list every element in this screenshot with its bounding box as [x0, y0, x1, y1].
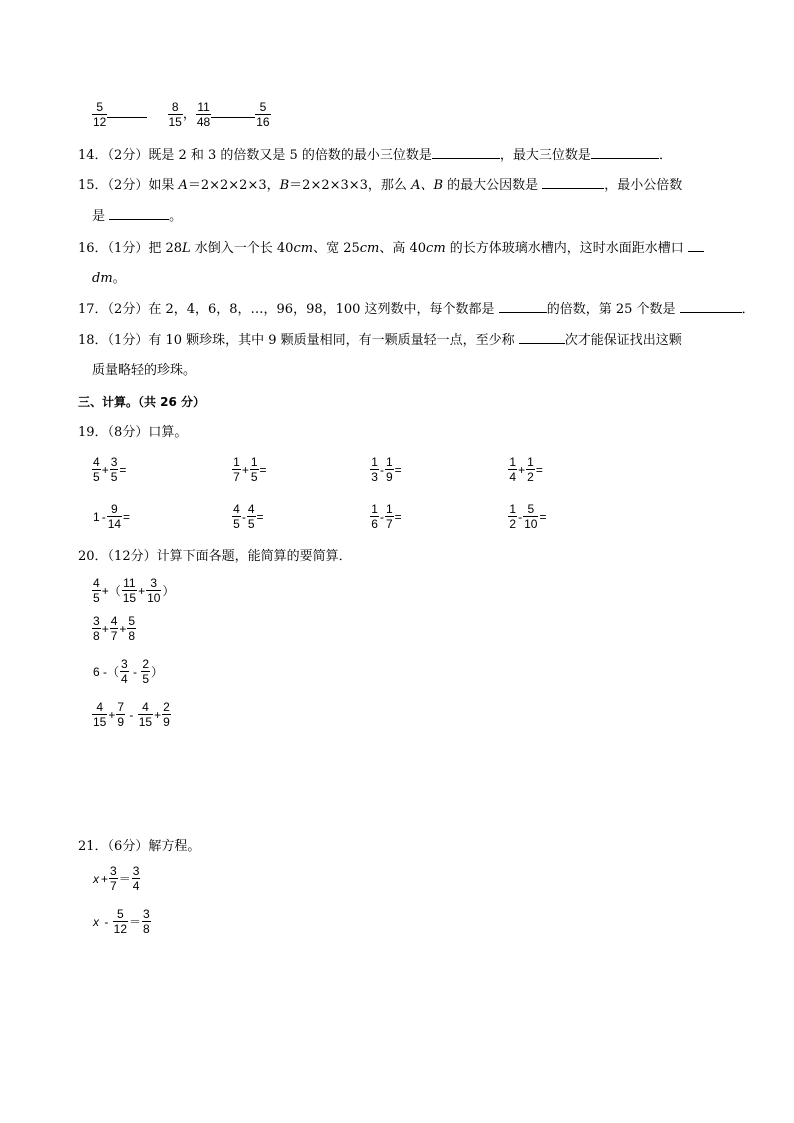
oral-calc-row-1 — [92, 455, 588, 484]
question-17: 17．（2分）在 2，4，6，8，…，96，98，100 这列数中，每个数都是 的倍数，第 25 个数是 ． — [78, 302, 755, 317]
oral-item: $\frac{4}{5}$ - $\frac{4}{5}$ = — [233, 502, 264, 531]
answer-blank[interactable] — [432, 146, 500, 159]
equation-2: x - $\frac{5}{12}$ ＝ $\frac{3}{8}$ — [93, 907, 150, 936]
oral-item: $\frac{1}{3}$ - $\frac{1}{9}$ = — [371, 455, 402, 484]
oral-item: 1 - $\frac{9}{14}$ = — [93, 502, 131, 531]
question-18-cont: 质量略轻的珍珠。 — [92, 363, 197, 378]
answer-blank[interactable] — [680, 300, 742, 313]
question-14: 14．（2分）既是 2 和 3 的倍数又是 5 的倍数的最小三位数是 ，最大三位数是 ． — [78, 148, 672, 163]
expression-2: $\frac{3}{8}$ + $\frac{4}{7}$ + $\frac{5}{8}$ — [93, 614, 136, 643]
answer-blank[interactable] — [211, 105, 255, 118]
oral-item: $\frac{4}{5}$ + $\frac{3}{5}$ = — [93, 455, 127, 484]
question-16: 16．（1分）把 28L 水倒入一个长 40cm、宽 25cm、高 40cm 的长方体玻璃水槽内，这时水面距水槽口 — [78, 239, 704, 258]
question-18: 18．（1分）有 10 颗珍珠，其中 9 颗质量相同，有一颗质量轻一点，至少称 次才能保证找出这颗 — [78, 333, 682, 348]
oral-item: $\frac{1}{7}$ + $\frac{1}{5}$ = — [233, 455, 267, 484]
answer-blank[interactable] — [499, 300, 547, 313]
oral-item: $\frac{1}{2}$ - $\frac{5}{10}$ = — [509, 502, 547, 531]
answer-blank[interactable] — [109, 207, 169, 220]
answer-blank[interactable] — [542, 176, 604, 189]
expression-4: $\frac{4}{15}$ + $\frac{7}{9}$ - $\frac{4}{15}$ + $\frac{2}{9}$ — [93, 700, 170, 729]
question-16-cont: dm。 — [92, 271, 126, 286]
question-21-title: 21．（6分）解方程。 — [78, 839, 201, 854]
q13-fraction-line: $\frac{5}{12}$ $\frac{8}{15}$ ， $\frac{11}{48}$ $\frac{5}{16}$ — [93, 100, 270, 129]
equation-1: x + $\frac{3}{7}$ ＝ $\frac{3}{4}$ — [93, 864, 140, 893]
answer-blank[interactable] — [591, 146, 659, 159]
answer-blank[interactable] — [107, 105, 147, 118]
section-heading: 三、计算。（共 26 分） — [78, 395, 206, 409]
question-15-cont: 是 。 — [92, 209, 183, 224]
question-15: 15．（2分）如果 A＝2×2×2×3，B＝2×2×3×3，那么 A、B 的最大公因数是 ，最小公倍数 — [78, 178, 683, 193]
expression-3: 6 -（ $\frac{3}{4}$ - $\frac{2}{5}$ ） — [93, 657, 164, 686]
question-20-title: 20．（12分）计算下面各题，能简算的要简算． — [78, 549, 352, 564]
answer-blank[interactable] — [688, 239, 704, 252]
question-19-title: 19．（8分）口算。 — [78, 425, 188, 440]
expression-1: $\frac{4}{5}$ +（ $\frac{11}{15}$ + $\frac{3}{10}$ ） — [93, 576, 175, 605]
fraction: $\frac{5}{12}$ — [93, 100, 107, 129]
oral-calc-row-2 — [92, 502, 588, 531]
oral-item: $\frac{1}{4}$ + $\frac{1}{2}$ = — [509, 455, 543, 484]
fraction: $\frac{5}{16}$ — [256, 100, 270, 129]
answer-blank[interactable] — [519, 331, 565, 344]
oral-item: $\frac{1}{6}$ - $\frac{1}{7}$ = — [371, 502, 402, 531]
fraction: $\frac{8}{15}$ — [168, 100, 182, 129]
fraction: $\frac{11}{48}$ — [196, 100, 211, 129]
